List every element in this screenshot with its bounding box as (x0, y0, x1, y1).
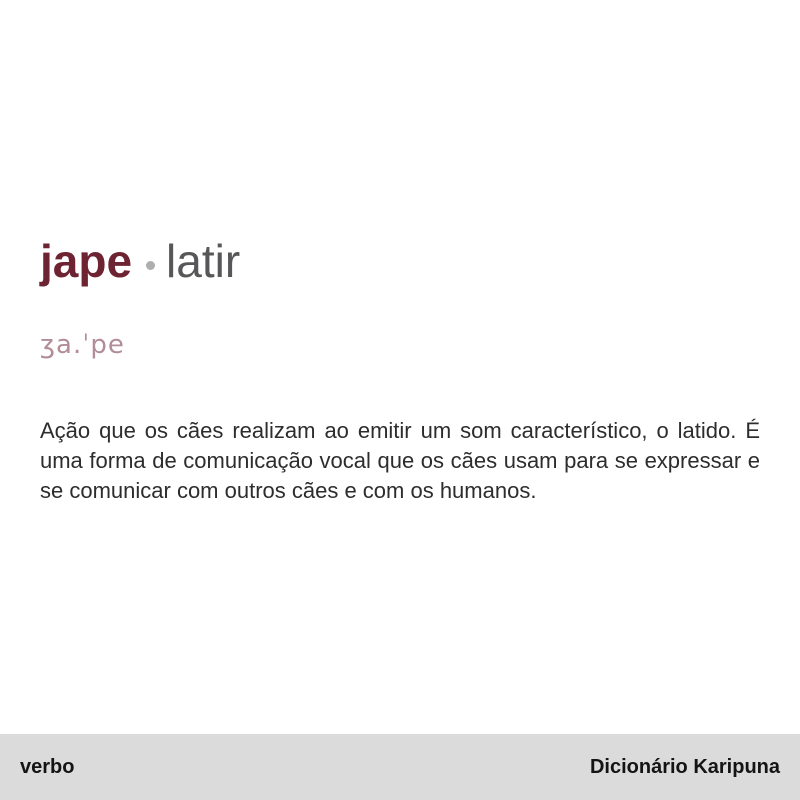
translation-word: latir (166, 235, 241, 287)
headword: jape (40, 235, 133, 287)
dictionary-source-label: Dicionário Karipuna (589, 755, 780, 778)
definition-text: Ação que os cães realizam ao emitir um som característico, o latido. É uma forma de comunicação vocal que os cães usam para se expressar e se comunicar com outros cães e com os humanos. (40, 418, 760, 503)
separator-dot-icon (146, 261, 155, 270)
footer-bar (0, 734, 800, 800)
ipa-pronunciation: ʒa.ˈpe (40, 330, 125, 360)
headword-row (40, 235, 241, 287)
part-of-speech-label: verbo (20, 755, 75, 778)
